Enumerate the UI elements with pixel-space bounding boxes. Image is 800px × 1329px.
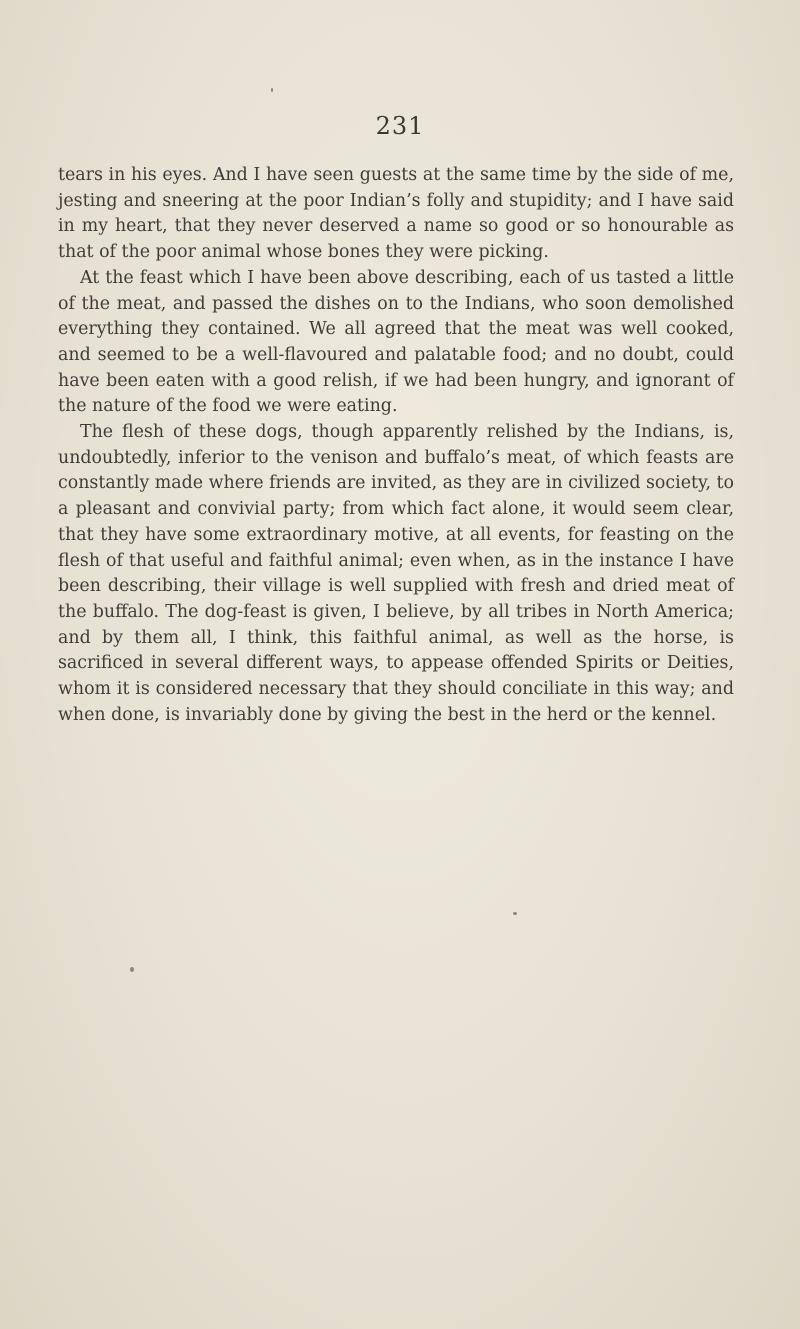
body-text bbox=[58, 163, 734, 728]
paper-speck bbox=[130, 967, 134, 972]
paragraph-2: At the feast which I have been above describing, each of us tasted a little of the meat, and passed the dishes on to the Indians, who soon demolished everything they contained. We all agreed that the meat was well cooked, and seemed to be a well-flavoured and palatable food; and no doubt, could have been eaten with a good relish, if we had been hungry, and ignorant of the nature of the food we were eating. bbox=[58, 267, 734, 417]
paragraph-1: tears in his eyes. And I have seen guests at the same time by the side of me, jesting and sneering at the poor Indian’s folly and stupidity; and I have said in my heart, that they never deserved a name so good or so honourable as that of the poor animal whose bones they were picking. bbox=[58, 165, 734, 263]
page-number: 231 bbox=[375, 112, 425, 140]
paragraph-3: The flesh of these dogs, though apparently relished by the Indians, is, undoubtedly, inferior to the venison and buffalo’s meat, of which feasts are constantly made where friends are invited, as they are in civilized society, to a pleasant and convivial party; from which fact alone, it would seem clear, that they have some extraordinary motive, at all events, for feasting on the flesh of that useful and faithful animal; even when, as in the instance I have been describing, their village is well supplied with fresh and dried meat of the buffalo. The dog-feast is given, I believe, by all tribes in North America; and by them all, I think, this faithful animal, as well as the horse, is sacrificed in several different ways, to appease offended Spirits or Deities, whom it is considered necessary that they should conciliate in this way; and when done, is invariably done by giving the best in the herd or the kennel. bbox=[58, 422, 735, 725]
paper-speck bbox=[271, 88, 273, 92]
paper-speck bbox=[513, 912, 517, 915]
